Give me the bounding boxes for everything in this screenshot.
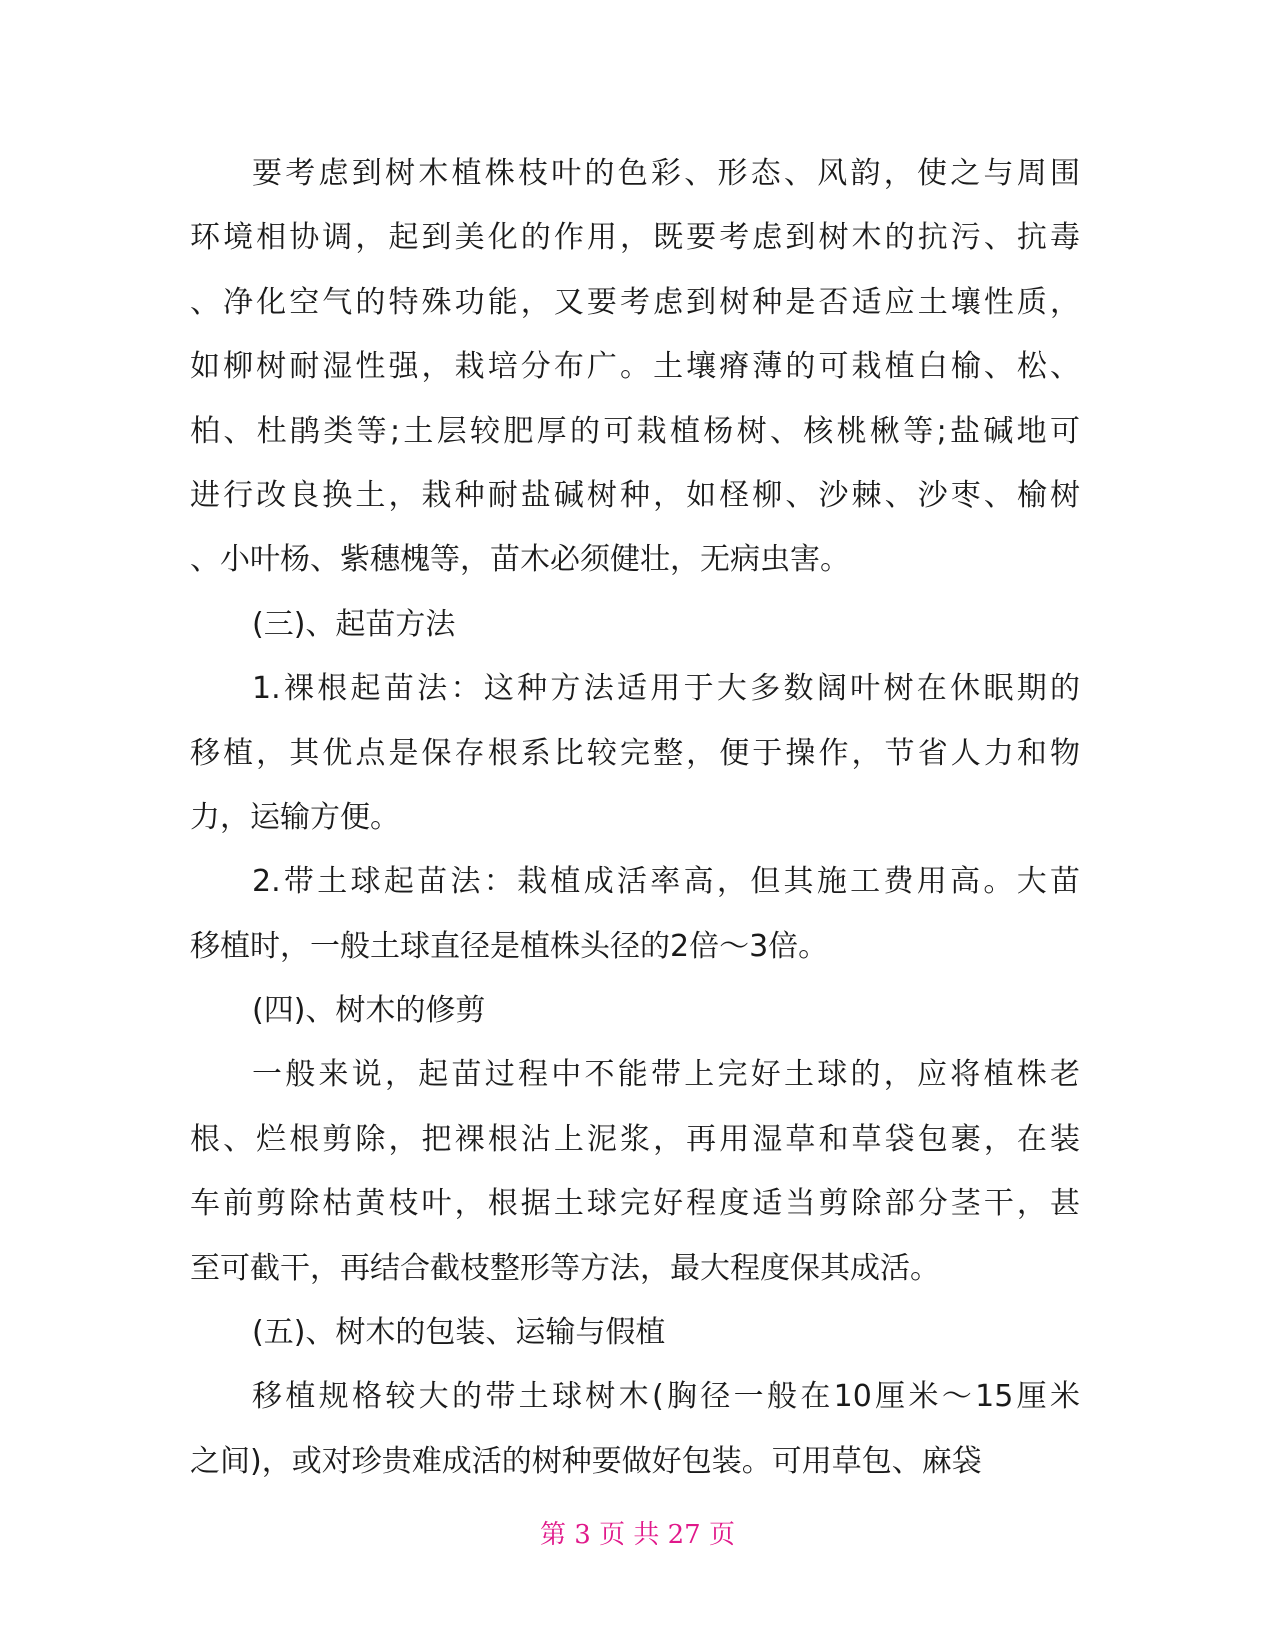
text-line: 移植，其优点是保存根系比较完整，便于操作，节省人力和物 [190,735,1080,771]
text-line: 进行改良换土，栽种耐盐碱树种，如柽柳、沙棘、沙枣、榆树 [190,477,1080,513]
text-line: 车前剪除枯黄枝叶，根据土球完好程度适当剪除部分茎干，甚 [190,1186,1080,1222]
text-line: 至可截干，再结合截枝整形等方法，最大程度保其成活。 [190,1250,940,1286]
page-number-footer: 第 3 页 共 27 页 [540,1520,735,1550]
text-line: 移植规格较大的带土球树木(胸径一般在10厘米～15厘米 [252,1379,1080,1415]
text-line: 2.带土球起苗法：栽植成活率高，但其施工费用高。大苗 [252,864,1080,900]
text-line: 如柳树耐湿性强，栽培分布广。土壤瘠薄的可栽植白榆、松、 [190,349,1080,385]
text-line: 一般来说，起苗过程中不能带上完好土球的，应将植株老 [252,1057,1080,1093]
section-heading: (五)、树木的包装、运输与假植 [252,1315,666,1351]
text-line: 之间)，或对珍贵难成活的树种要做好包装。可用草包、麻袋 [190,1443,982,1479]
text-line: 、净化空气的特殊功能，又要考虑到树种是否适应土壤性质， [190,284,1080,320]
document-body [190,142,1080,1494]
section-heading: (三)、起苗方法 [252,606,456,642]
text-line: 力，运输方便。 [190,799,400,835]
text-line: 、小叶杨、紫穗槐等，苗木必须健壮，无病虫害。 [190,542,850,578]
text-line: 环境相协调，起到美化的作用，既要考虑到树木的抗污、抗毒 [190,220,1080,256]
text-line: 要考虑到树木植株枝叶的色彩、形态、风韵，使之与周围 [252,156,1080,191]
text-line: 柏、杜鹃类等;土层较肥厚的可栽植杨树、核桃楸等;盐碱地可 [190,413,1080,449]
text-line: 根、烂根剪除，把裸根沾上泥浆，再用湿草和草袋包裹，在装 [190,1121,1080,1157]
section-heading: (四)、树木的修剪 [252,993,486,1029]
text-line: 1.裸根起苗法：这种方法适用于大多数阔叶树在休眠期的 [252,671,1080,707]
text-line: 移植时，一般土球直径是植株头径的2倍～3倍。 [190,928,829,964]
